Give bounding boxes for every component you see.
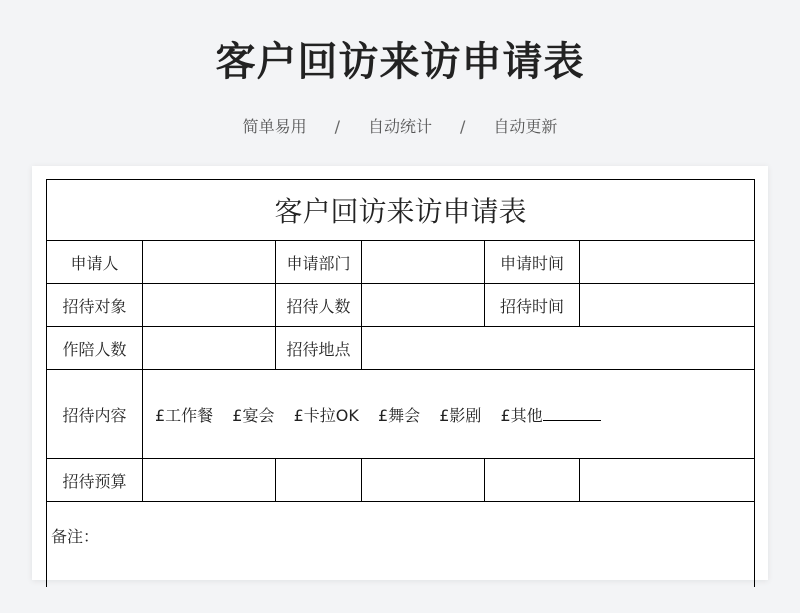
location-label: 招待地点 [276, 327, 362, 370]
feature-tag: 自动统计 [367, 117, 432, 136]
other-fill-line[interactable] [543, 406, 601, 421]
option-other[interactable]: £其他 [500, 405, 543, 425]
budget-field-1[interactable] [143, 459, 276, 502]
application-form-table [46, 179, 755, 587]
feature-tag: 简单易用 [242, 117, 307, 136]
form-title: 客户回访来访申请表 [47, 180, 755, 241]
target-label: 招待对象 [47, 284, 143, 327]
tag-separator: / [334, 117, 340, 136]
budget-field-5[interactable] [580, 459, 755, 502]
feature-tags [0, 114, 800, 137]
option-dance[interactable]: £舞会 [377, 405, 421, 425]
feature-tag: 自动更新 [493, 117, 558, 136]
tag-separator: / [460, 117, 466, 136]
budget-field-4[interactable] [485, 459, 580, 502]
applicant-field[interactable] [143, 241, 276, 284]
apply-time-field[interactable] [580, 241, 755, 284]
people-count-label: 招待人数 [276, 284, 362, 327]
budget-field-2[interactable] [276, 459, 362, 502]
content-options [143, 370, 755, 459]
budget-field-3[interactable] [362, 459, 485, 502]
target-field[interactable] [143, 284, 276, 327]
page-title: 客户回访来访申请表 [215, 39, 585, 85]
applicant-label: 申请人 [47, 241, 143, 284]
budget-label: 招待预算 [47, 459, 143, 502]
option-working-meal[interactable]: £工作餐 [155, 405, 214, 425]
reception-time-label: 招待时间 [485, 284, 580, 327]
apply-time-label: 申请时间 [485, 241, 580, 284]
location-field[interactable] [362, 327, 755, 370]
option-karaoke[interactable]: £卡拉OK [293, 405, 359, 425]
option-theater[interactable]: £影剧 [439, 405, 482, 425]
remarks-label: 备注： [51, 527, 100, 546]
department-field[interactable] [362, 241, 485, 284]
people-count-field[interactable] [362, 284, 485, 327]
content-label: 招待内容 [47, 370, 143, 459]
option-banquet[interactable]: £宴会 [232, 405, 275, 425]
department-label: 申请部门 [276, 241, 362, 284]
form-card [32, 166, 768, 580]
remarks-cell[interactable] [47, 502, 755, 588]
companions-label: 作陪人数 [47, 327, 143, 370]
reception-time-field[interactable] [580, 284, 755, 327]
companions-field[interactable] [143, 327, 276, 370]
